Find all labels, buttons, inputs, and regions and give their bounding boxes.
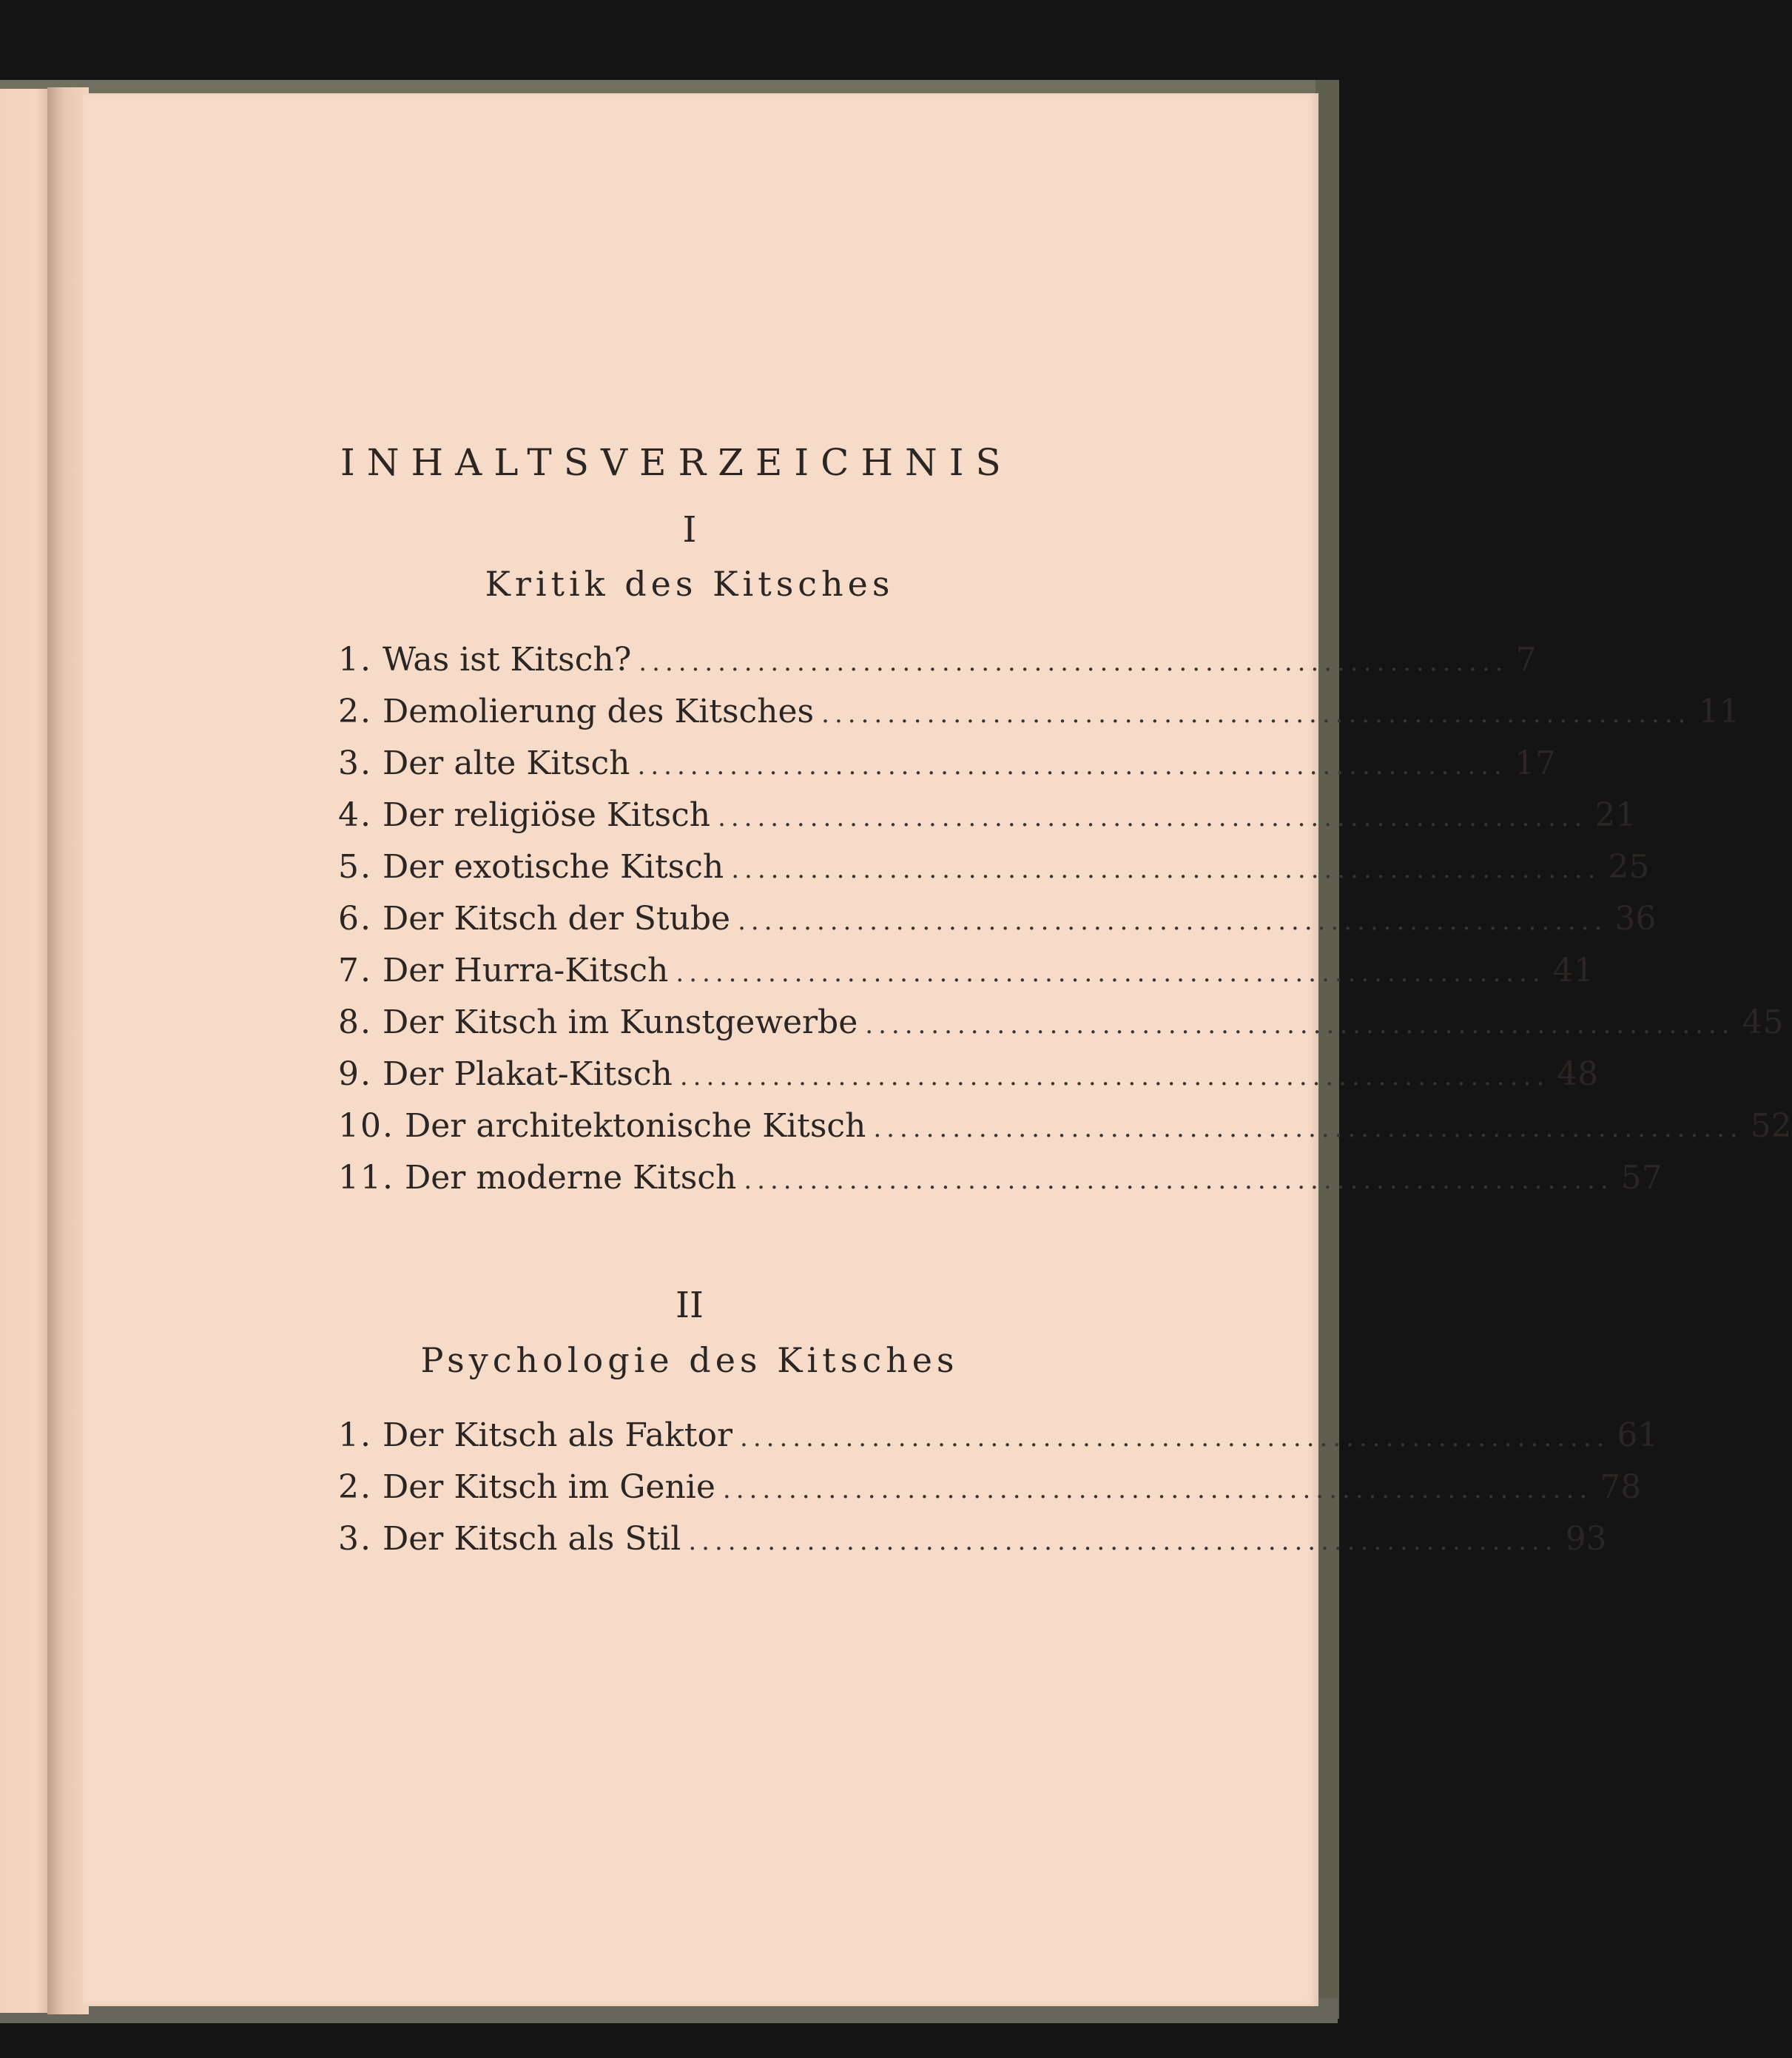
entry-page-number: 36 — [1614, 900, 1657, 938]
leader-dots: .................................................................. — [639, 648, 1509, 677]
leader-dots: .................................................................. — [740, 1423, 1610, 1453]
section-2-title: Psychologie des Kitsches — [420, 1340, 959, 1380]
toc-entry[interactable] — [338, 952, 1594, 1003]
entry-page-number: 78 — [1600, 1468, 1642, 1506]
toc-entry[interactable] — [338, 744, 1556, 796]
section-2-entries — [338, 1416, 1659, 1572]
toc-entry[interactable] — [338, 693, 1740, 744]
toc-entry[interactable] — [338, 1520, 1607, 1572]
leader-dots: .................................................................. — [744, 1166, 1614, 1195]
leader-dots: .................................................................. — [873, 1114, 1743, 1143]
toc-entry[interactable] — [338, 641, 1537, 693]
entry-number: 4. — [338, 796, 372, 834]
toc-entry[interactable] — [338, 848, 1650, 900]
entry-title: Demolierung des Kitsches — [382, 693, 815, 730]
entry-page-number: 57 — [1620, 1159, 1663, 1197]
entry-number: 3. — [338, 1520, 372, 1558]
leader-dots: .................................................................. — [731, 855, 1601, 884]
entry-title: Der moderne Kitsch — [404, 1159, 737, 1197]
entry-title: Der religiöse Kitsch — [382, 796, 711, 834]
entry-title: Der Hurra-Kitsch — [382, 952, 669, 989]
entry-number: 5. — [338, 848, 372, 886]
section-1-numeral: I — [682, 509, 697, 551]
entry-page-number: 93 — [1565, 1520, 1607, 1558]
toc-entry[interactable] — [338, 1416, 1659, 1468]
entry-number: 2. — [338, 693, 372, 730]
toc-entry[interactable] — [338, 1468, 1642, 1520]
entry-page-number: 17 — [1514, 744, 1556, 782]
toc-entry[interactable] — [338, 796, 1637, 848]
entry-title: Der Kitsch im Genie — [382, 1468, 715, 1506]
entry-page-number: 41 — [1552, 952, 1594, 989]
leader-dots: .................................................................. — [688, 1527, 1558, 1556]
entry-number: 9. — [338, 1055, 372, 1093]
leader-dots: .................................................................. — [676, 958, 1546, 988]
entry-title: Der alte Kitsch — [382, 744, 630, 782]
entry-title: Was ist Kitsch? — [382, 641, 632, 679]
leader-dots: .................................................................. — [718, 803, 1588, 833]
entry-number: 7. — [338, 952, 372, 989]
entry-page-number: 21 — [1594, 796, 1637, 834]
entry-page-number: 61 — [1617, 1416, 1659, 1454]
contents-page — [83, 93, 1792, 2006]
toc-entry[interactable] — [338, 1159, 1663, 1211]
section-1-entries — [338, 641, 1792, 1211]
entry-page-number: 48 — [1557, 1055, 1599, 1093]
entry-title: Der Kitsch als Stil — [382, 1520, 681, 1558]
entry-number: 10. — [338, 1107, 394, 1145]
section-2-numeral: II — [676, 1285, 704, 1326]
entry-title: Der Kitsch der Stube — [382, 900, 731, 938]
leader-dots: .................................................................. — [821, 699, 1691, 729]
entry-number: 6. — [338, 900, 372, 938]
entry-number: 11. — [338, 1159, 394, 1197]
entry-title: Der exotische Kitsch — [382, 848, 724, 886]
leader-dots: .................................................................. — [865, 1010, 1735, 1040]
entry-page-number: 7 — [1515, 641, 1537, 679]
entry-number: 1. — [338, 641, 372, 679]
entry-number: 3. — [338, 744, 372, 782]
entry-page-number: 11 — [1698, 693, 1740, 730]
leader-dots: .................................................................. — [679, 1062, 1550, 1092]
left-page-edge — [0, 89, 50, 2013]
entry-title: Der Kitsch als Faktor — [382, 1416, 733, 1454]
leader-dots: .................................................................. — [738, 907, 1608, 936]
toc-entry[interactable] — [338, 1107, 1792, 1159]
entry-number: 1. — [338, 1416, 372, 1454]
toc-entry[interactable] — [338, 900, 1657, 952]
leader-dots: .................................................................. — [722, 1475, 1593, 1504]
contents-heading: INHALTSVERZEICHNIS — [340, 441, 1013, 484]
entry-page-number: 52 — [1750, 1107, 1792, 1145]
entry-number: 2. — [338, 1468, 372, 1506]
entry-page-number: 25 — [1608, 848, 1650, 886]
leader-dots: .................................................................. — [637, 751, 1507, 781]
entry-page-number: 45 — [1742, 1003, 1784, 1041]
entry-title: Der Plakat-Kitsch — [382, 1055, 673, 1093]
entry-title: Der architektonische Kitsch — [404, 1107, 866, 1145]
entry-title: Der Kitsch im Kunstgewerbe — [382, 1003, 858, 1041]
toc-entry[interactable] — [338, 1055, 1599, 1107]
book-cover-right-edge — [1316, 80, 1339, 2019]
entry-number: 8. — [338, 1003, 372, 1041]
toc-entry[interactable] — [338, 1003, 1784, 1055]
section-1-title: Kritik des Kitsches — [485, 564, 895, 604]
